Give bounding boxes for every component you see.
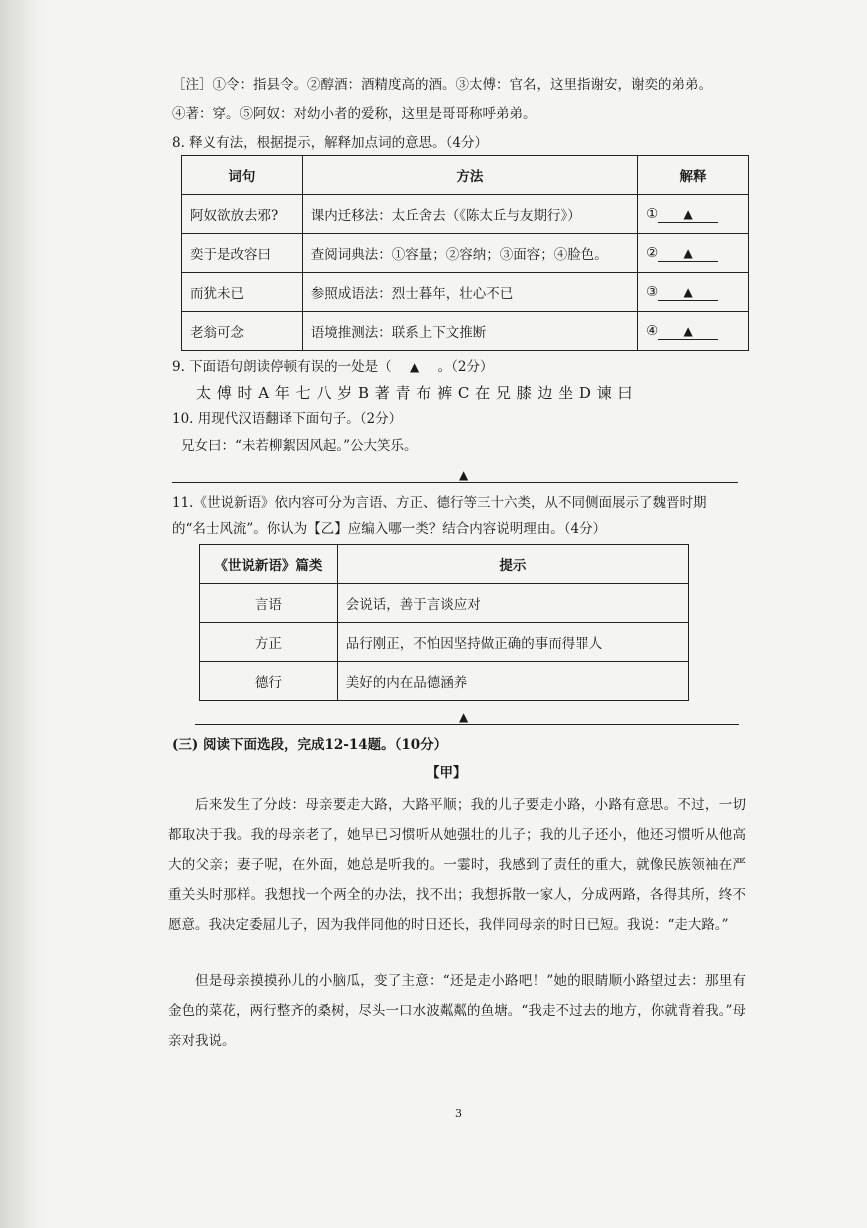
header-hint: 提示 xyxy=(337,545,688,584)
note-line-1: ［注］①令：指县令。②醇酒：酒精度高的酒。③太傅：官名，这里指谢安，谢奕的弟弟。 xyxy=(172,77,712,93)
scan-shadow xyxy=(0,0,44,1228)
answer-triangle-icon: ▲ xyxy=(683,245,693,260)
table-header-row xyxy=(182,156,749,195)
answer-triangle-icon: ▲ xyxy=(410,360,420,374)
answer-blank[interactable] xyxy=(658,245,718,262)
method-cell: 查阅词典法：①容量；②容纳；③面容；④脸色。 xyxy=(302,234,637,273)
table-row xyxy=(200,662,689,701)
answer-number: ③ xyxy=(646,283,659,300)
header-answer: 解释 xyxy=(638,156,749,195)
table-row xyxy=(200,584,689,623)
q10-answer-triangle-icon: ▲ xyxy=(459,468,469,482)
phrase-cell: 而犹未已 xyxy=(182,273,303,312)
method-cell: 课内迁移法：太丘舍去（《陈太丘与友期行》） xyxy=(302,195,637,234)
section-3-heading: (三) 阅读下面选段，完成12-14题。（10分） xyxy=(172,737,448,753)
answer-number: ① xyxy=(646,205,659,222)
answer-blank[interactable] xyxy=(658,323,718,340)
question-8-stem: 8. 释义有法，根据提示，解释加点词的意思。（4分） xyxy=(172,135,489,151)
q11-answer-triangle-icon: ▲ xyxy=(459,710,469,724)
answer-cell[interactable] xyxy=(638,312,749,351)
question-11-stem-line-1: 11.《世说新语》依内容可分为言语、方正、德行等三十六类，从不同侧面展示了魏晋时期 xyxy=(172,495,707,511)
q9-stem-text: 9. 下面语句朗读停顿有误的一处是（ xyxy=(172,359,392,375)
q9-answer-blank[interactable] xyxy=(392,357,438,377)
passage-paragraph-1: 后来发生了分歧：母亲要走大路，大路平顺；我的儿子要走小路，小路有意思。不过，一切都取决于我。我的母亲老了，她早已习惯听从她强壮的儿子；我的儿子还小，他还习惯听从他高大的父亲；妻子呢，在外面，她总是听我的。一霎时，我感到了责任的重大，就像民族领袖在严重关头时那样。我想找一个两全的办法，找不出；我想拆散一家人，分成两路，各得其所，终不愿意。我决定委屈儿子，因为我伴同他的时日还长，我伴同母亲的时日已短。我说：“走大路。” xyxy=(168,797,746,933)
phrase-cell: 阿奴欲放去邪? xyxy=(182,195,303,234)
passage-paragraph-2: 但是母亲摸摸孙儿的小脑瓜，变了主意：“还是走小路吧！”她的眼睛顺小路望过去：那里有金色的菜花，两行整齐的桑树，尽头一口水波粼粼的鱼塘。“我走不过去的地方，你就背着我。”母亲对我说。 xyxy=(168,973,746,1049)
phrase-cell: 奕于是改容曰 xyxy=(182,234,303,273)
table-row xyxy=(182,195,749,234)
answer-cell[interactable] xyxy=(638,195,749,234)
answer-blank[interactable] xyxy=(658,284,718,301)
answer-triangle-icon: ▲ xyxy=(683,284,693,299)
answer-number: ④ xyxy=(646,322,659,339)
table-row xyxy=(200,623,689,662)
q10-answer-line[interactable] xyxy=(172,482,738,483)
answer-blank[interactable] xyxy=(658,206,718,223)
table-row xyxy=(182,234,749,273)
answer-triangle-icon: ▲ xyxy=(683,323,693,338)
hint-cell: 美好的内在品德涵养 xyxy=(337,662,688,701)
question-8-table xyxy=(181,155,749,351)
q9-score: 。（2分） xyxy=(437,359,494,375)
category-cell: 言语 xyxy=(200,584,338,623)
question-10-sentence: 兄女曰：“未若柳絮因风起。”公大笑乐。 xyxy=(181,438,418,454)
header-phrase: 词句 xyxy=(182,156,303,195)
table-row xyxy=(182,312,749,351)
header-category: 《世说新语》篇类 xyxy=(200,545,338,584)
q11-answer-line[interactable] xyxy=(195,724,739,725)
hint-cell: 品行刚正，不怕因坚持做正确的事而得罪人 xyxy=(337,623,688,662)
answer-cell[interactable] xyxy=(638,234,749,273)
category-cell: 德行 xyxy=(200,662,338,701)
question-11-stem-line-2: 的“名士风流”。你认为【乙】应编入哪一类？结合内容说明理由。（4分） xyxy=(172,521,607,537)
note-line-2: ④著：穿。⑤阿奴：对幼小者的爱称，这里是哥哥称呼弟弟。 xyxy=(172,106,537,122)
passage-label: 【甲】 xyxy=(426,765,467,781)
answer-triangle-icon: ▲ xyxy=(683,206,693,221)
header-method: 方法 xyxy=(302,156,637,195)
method-cell: 参照成语法：烈士暮年，壮心不已 xyxy=(302,273,637,312)
answer-cell[interactable] xyxy=(638,273,749,312)
answer-number: ② xyxy=(646,244,659,261)
phrase-cell: 老翁可念 xyxy=(182,312,303,351)
table-header-row xyxy=(200,545,689,584)
method-cell: 语境推测法：联系上下文推断 xyxy=(302,312,637,351)
hint-cell: 会说话，善于言谈应对 xyxy=(337,584,688,623)
page-number: 3 xyxy=(455,1107,462,1120)
question-9-stem xyxy=(172,357,494,377)
question-11-table xyxy=(199,544,689,701)
question-9-sentence: 太 傅 时 A 年 七 八 岁 B 著 青 布 裤 C 在 兄 膝 边 坐 D 谏 曰 xyxy=(196,384,633,402)
category-cell: 方正 xyxy=(200,623,338,662)
question-10-stem: 10. 用现代汉语翻译下面句子。（2分） xyxy=(172,411,403,427)
table-row xyxy=(182,273,749,312)
